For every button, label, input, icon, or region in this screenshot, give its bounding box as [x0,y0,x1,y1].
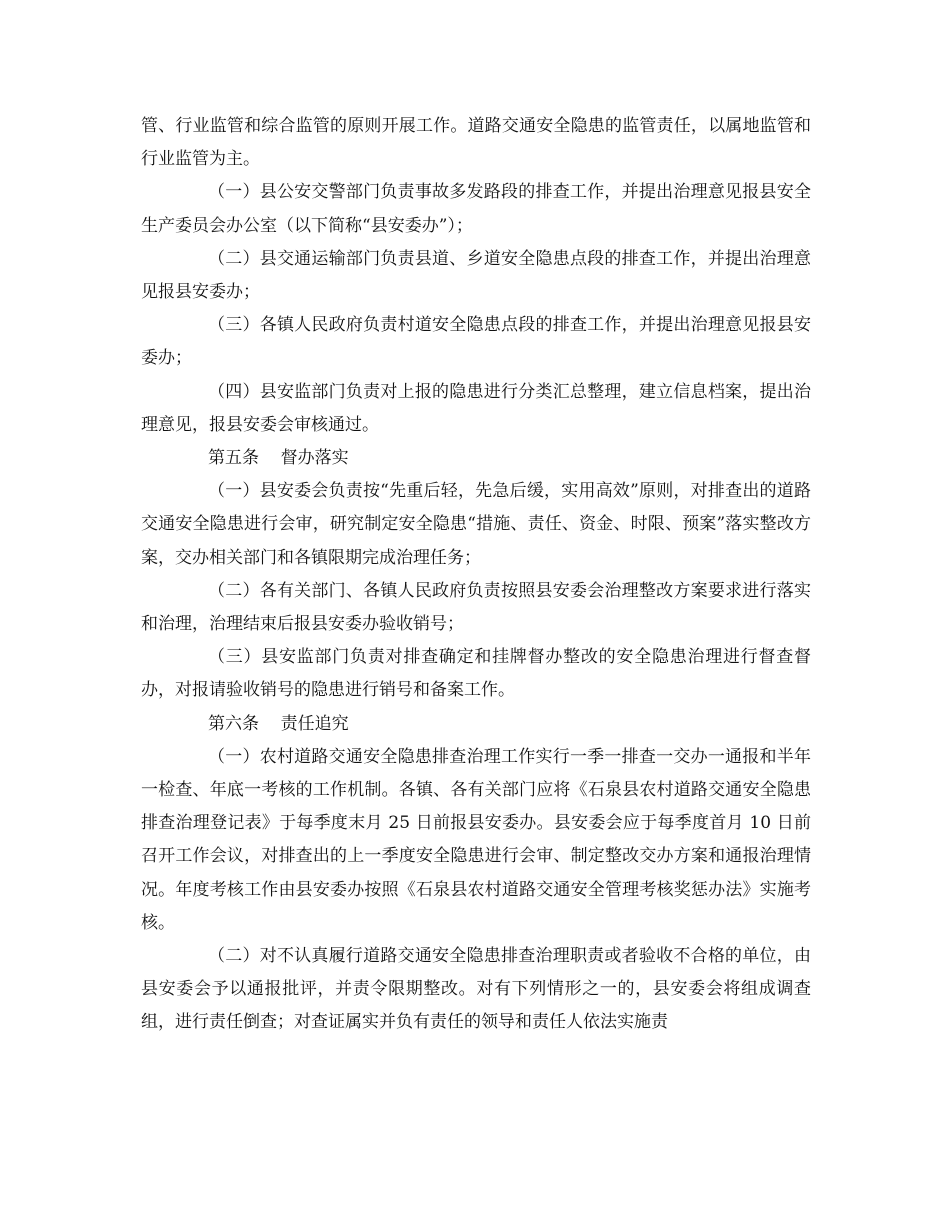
paragraph-item-2: （二）各有关部门、各镇人民政府负责按照县安委会治理整改方案要求进行落实和治理，治理结束后报县安委办验收销号； [141,580,811,635]
section-heading-article-5: 第五条 督办落实 [208,448,349,469]
paragraph-item-3: （三）各镇人民政府负责村道安全隐患点段的排查工作，并提出治理意见报县安委办； [141,315,811,369]
paragraph-item-3: （三）县安监部门负责对排查确定和挂牌督办整改的安全隐患治理进行督查督办，对报请验收销号的隐患进行销号和备案工作。 [141,647,811,701]
paragraph-item-2: （二）县交通运输部门负责县道、乡道安全隐患点段的排查工作，并提出治理意见报县安委办； [141,248,811,303]
paragraph-item-1: （一）农村道路交通安全隐患排查治理工作实行一季一排查一交办一通报和半年一检查、年底一考核的工作机制。各镇、各有关部门应将《石泉县农村道路交通安全隐患排查治理登记表》于每季度末月 25 日前报县安委办。县安委会应于每季度首月 10 日前召开工作会议，对排查出的上一季度安全隐患进行会审、制定整改交办方案和通报治理情况。年度考核工作由县安委办按照《石泉县农村道路交通安全管理考核奖惩办法》实施考核。 [141,746,811,933]
paragraph-item-1: （一）县公安交警部门负责事故多发路段的排查工作，并提出治理意见报县安全生产委员会办公室（以下简称“县安委办”）； [141,182,811,236]
document-body [141,110,811,1040]
paragraph-continuation: 管、行业监管和综合监管的原则开展工作。道路交通安全隐患的监管责任，以属地监管和行业监管为主。 [141,116,811,170]
paragraph-item-2: （二）对不认真履行道路交通安全隐患排查治理职责或者验收不合格的单位，由县安委会予以通报批评，并责令限期整改。对有下列情形之一的，县安委会将组成调查组，进行责任倒查；对查证属实并负有责任的领导和责任人依法实施责 [141,946,811,1033]
section-heading-article-6: 第六条 责任追究 [208,713,349,734]
paragraph-item-1: （一）县安委会负责按“先重后轻，先急后缓，实用高效”原则，对排查出的道路交通安全隐患进行会审，研究制定安全隐患“措施、责任、资金、时限、预案”落实整改方案，交办相关部门和各镇限期完成治理任务； [141,481,811,568]
paragraph-item-4: （四）县安监部门负责对上报的隐患进行分类汇总整理，建立信息档案，提出治理意见，报县安委会审核通过。 [141,381,811,435]
